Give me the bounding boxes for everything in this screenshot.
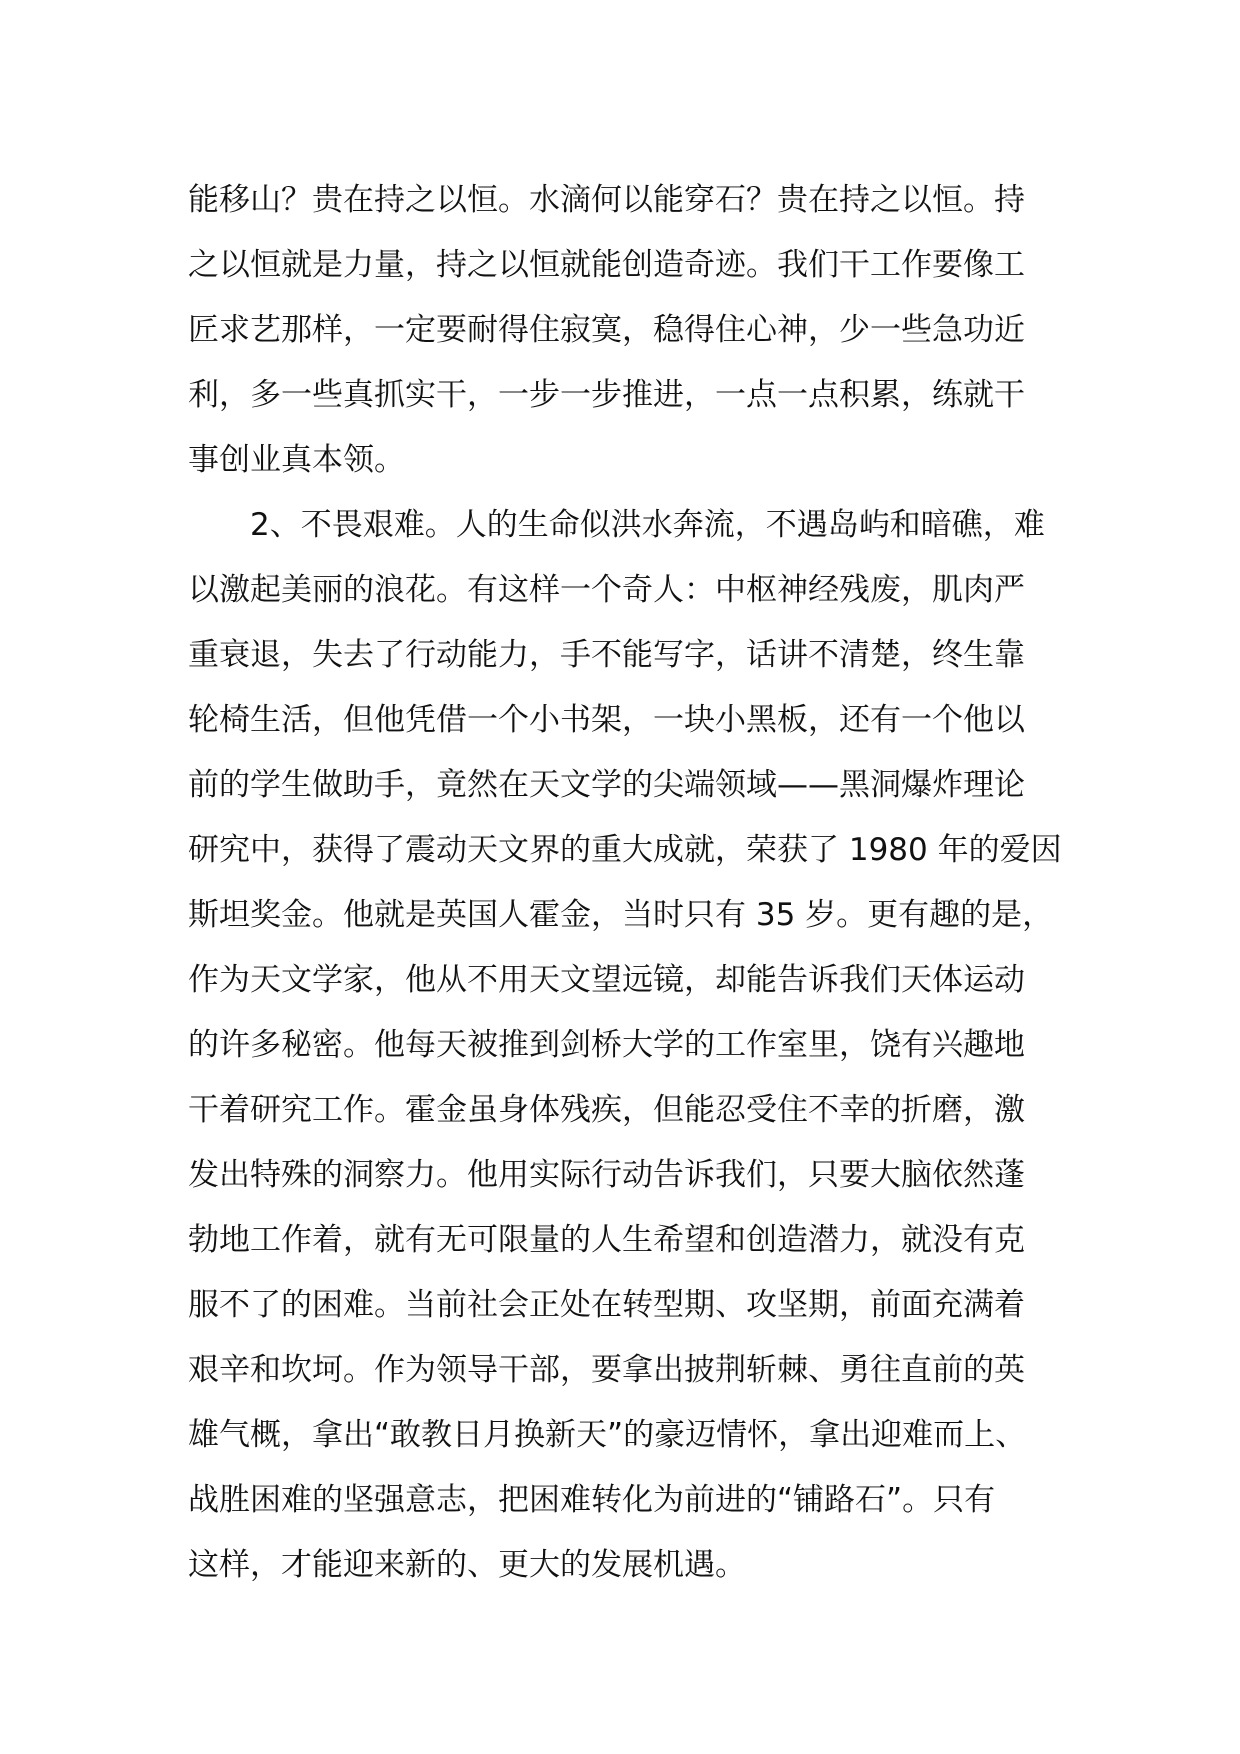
text-line: 作为天文学家，他从不用天文望远镜，却能告诉我们天体运动 <box>188 962 1025 998</box>
text-line: 能移山？贵在持之以恒。水滴何以能穿石？贵在持之以恒。持 <box>188 182 1025 218</box>
text-line: 战胜困难的坚强意志，把困难转化为前进的“铺路石”。只有 <box>188 1482 996 1518</box>
text-line: 的许多秘密。他每天被推到剑桥大学的工作室里，饶有兴趣地 <box>188 1027 1025 1063</box>
text-line: 发出特殊的洞察力。他用实际行动告诉我们，只要大脑依然蓬 <box>188 1157 1025 1193</box>
text-line: 之以恒就是力量，持之以恒就能创造奇迹。我们干工作要像工 <box>188 247 1025 283</box>
text-line: 研究中，获得了震动天文界的重大成就，荣获了 1980 年的爱因 <box>188 832 1062 868</box>
text-line: 利，多一些真抓实干，一步一步推进，一点一点积累，练就干 <box>188 377 1025 413</box>
text-line: 这样，才能迎来新的、更大的发展机遇。 <box>188 1547 746 1583</box>
text-line: 斯坦奖金。他就是英国人霍金，当时只有 35 岁。更有趣的是， <box>188 897 1054 933</box>
text-line: 匠求艺那样，一定要耐得住寂寞，稳得住心神，少一些急功近 <box>188 312 1025 348</box>
text-line: 干着研究工作。霍金虽身体残疾，但能忍受住不幸的折磨，激 <box>188 1092 1025 1128</box>
text-line: 轮椅生活，但他凭借一个小书架，一块小黑板，还有一个他以 <box>188 702 1025 738</box>
text-line: 前的学生做助手，竟然在天文学的尖端领域——黑洞爆炸理论 <box>188 767 1025 803</box>
text-line: 以激起美丽的浪花。有这样一个奇人：中枢神经残废，肌肉严 <box>188 572 1025 608</box>
text-line: 服不了的困难。当前社会正处在转型期、攻坚期，前面充满着 <box>188 1287 1025 1323</box>
section-heading-line: 2、不畏艰难。人的生命似洪水奔流，不遇岛屿和暗礁，难 <box>250 507 1045 543</box>
text-line: 艰辛和坎坷。作为领导干部，要拿出披荆斩棘、勇往直前的英 <box>188 1352 1025 1388</box>
text-line: 雄气概，拿出“敢教日月换新天”的豪迈情怀，拿出迎难而上、 <box>188 1417 1027 1453</box>
text-line: 事创业真本领。 <box>188 442 405 478</box>
text-line: 重衰退，失去了行动能力，手不能写字，话讲不清楚，终生靠 <box>188 637 1025 673</box>
body-text <box>188 168 1068 1598</box>
text-line: 勃地工作着，就有无可限量的人生希望和创造潜力，就没有克 <box>188 1222 1025 1258</box>
